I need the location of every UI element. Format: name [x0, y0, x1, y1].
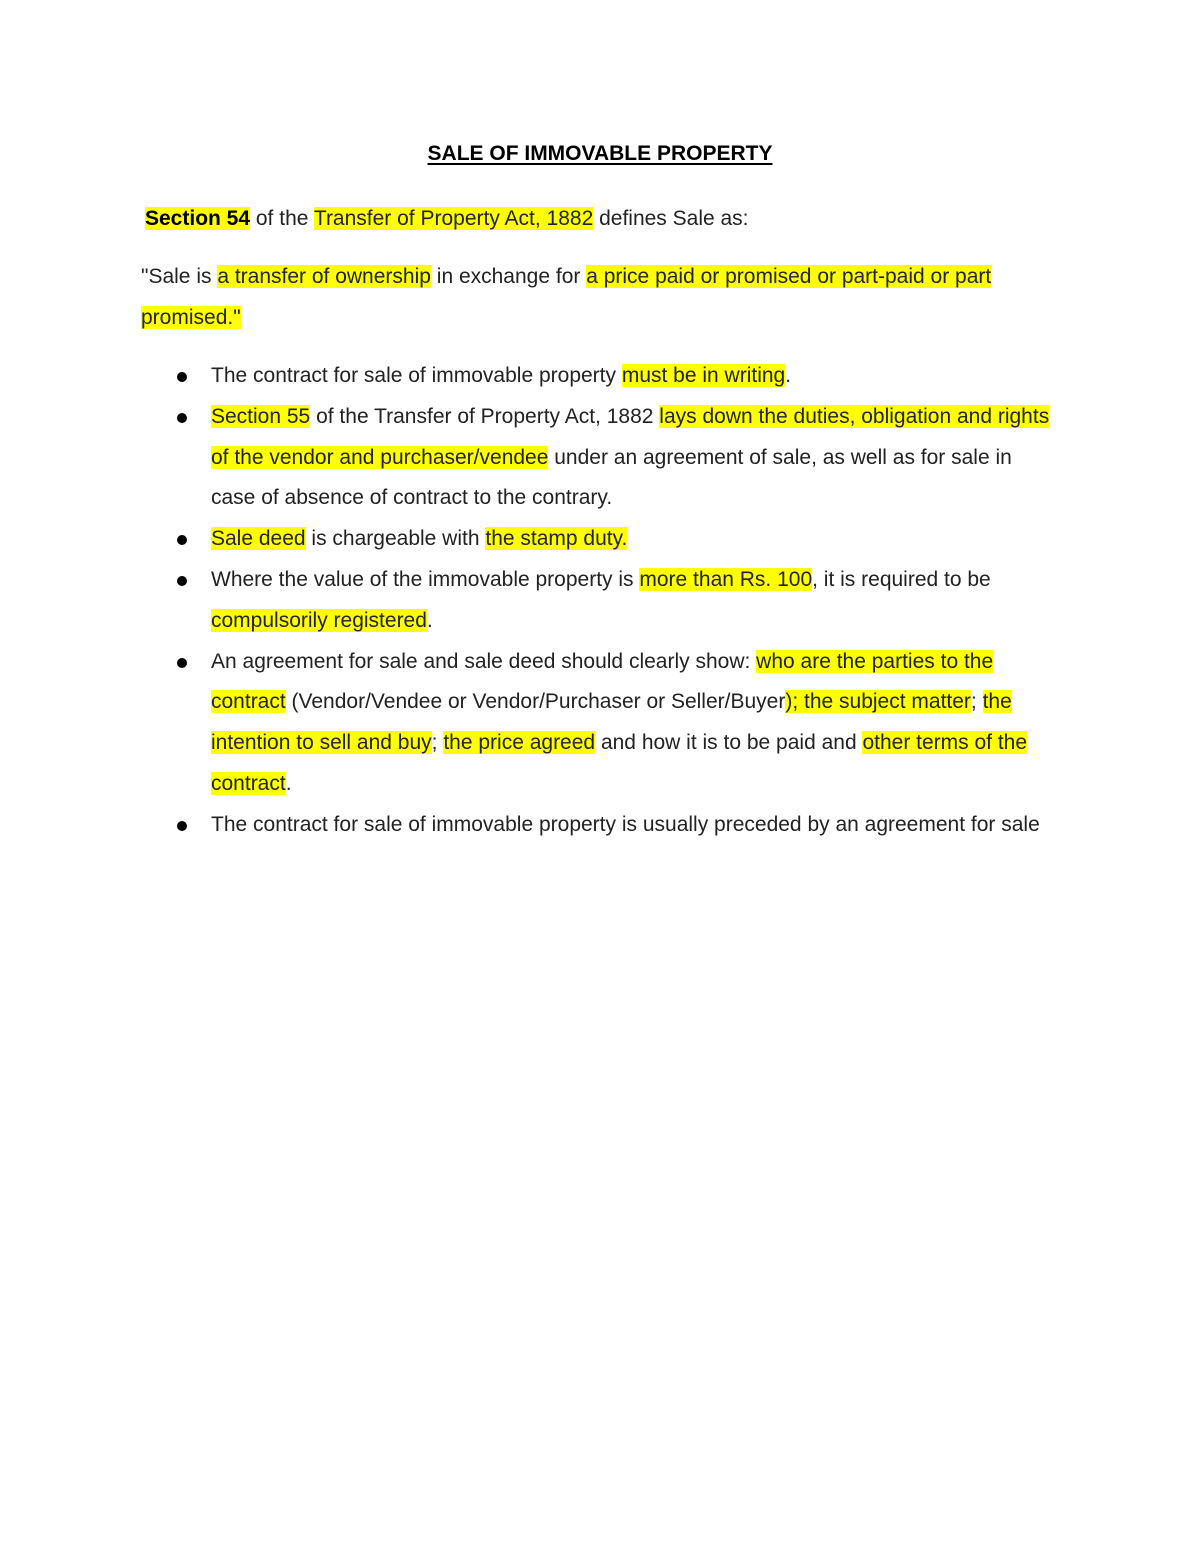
highlight-text: the stamp duty.: [485, 527, 628, 551]
highlight-text: other terms of the contract: [211, 731, 1028, 795]
intro-paragraph: [145, 199, 1075, 239]
list-item-text: under an agreement of sale, as well as for sale in case of absence of contract to the contrary.: [211, 445, 1012, 510]
intro-text: defines Sale as:: [593, 207, 749, 230]
bullet-list: [211, 356, 1061, 846]
bullet-icon: [177, 413, 187, 423]
highlight-act-name: Transfer of Property Act, 1882: [313, 207, 594, 230]
list-item: [211, 356, 1061, 397]
highlight-text: compulsorily registered: [211, 608, 427, 632]
highlight-text: the price agreed: [443, 731, 596, 755]
intro-text: of the: [250, 207, 314, 230]
list-item-text: , it is required to be: [812, 567, 991, 591]
highlight-text: ); the subject matter: [785, 690, 971, 714]
highlight-text: must be in writing: [621, 364, 786, 387]
bullet-icon: [177, 821, 187, 831]
bullet-icon: [177, 372, 187, 382]
highlight-text: Section 55: [211, 404, 311, 428]
list-item-text: (Vendor/Vendee or Vendor/Purchaser or Seller/Buyer: [285, 690, 786, 714]
highlight-section-54: Section 54: [145, 207, 251, 230]
page-title: SALE OF IMMOVABLE PROPERTY: [427, 142, 773, 165]
list-item: [211, 519, 1061, 560]
list-item-text: is chargeable with: [305, 527, 486, 551]
list-item-text: .: [426, 608, 433, 632]
highlight-text: Sale deed: [211, 527, 306, 551]
list-item-text: The contract for sale of immovable property: [211, 364, 622, 387]
bullet-icon: [177, 535, 187, 545]
list-item-text: The contract for sale of immovable property is usually preceded by an agreement for sale: [211, 812, 1040, 836]
highlight-text: lays down the duties, obligation and rights of the vendor and purchaser/vendee: [211, 404, 1050, 469]
list-item: [211, 642, 1061, 805]
list-item-text: An agreement for sale and sale deed should clearly show:: [211, 649, 757, 673]
bullet-icon: [177, 576, 187, 586]
list-item-text: and how it is to be paid and: [595, 731, 863, 755]
list-item: [211, 397, 1061, 519]
bullet-icon: [177, 658, 187, 668]
list-item-text: ;: [970, 690, 983, 714]
quote-text: "Sale is: [141, 265, 218, 288]
list-item-text: .: [285, 771, 292, 795]
list-item-text: .: [785, 364, 792, 387]
highlight-text: more than Rs. 100: [639, 567, 813, 591]
list-item-text: Where the value of the immovable property is: [211, 567, 640, 591]
list-item: [211, 805, 1061, 846]
sale-definition-quote: [141, 256, 1061, 338]
list-item: [211, 560, 1061, 642]
highlight-transfer-of-ownership: a transfer of ownership: [217, 265, 431, 288]
quote-text: in exchange for: [430, 265, 587, 288]
highlight-price-clause: a price paid or promised or part-paid or part promised.": [141, 265, 992, 329]
list-item-text: of the Transfer of Property Act, 1882: [310, 404, 660, 428]
highlight-text: who are the parties to the contract: [211, 649, 994, 714]
list-item-text: ;: [431, 731, 444, 755]
highlight-text: the intention to sell and buy: [211, 690, 1012, 755]
